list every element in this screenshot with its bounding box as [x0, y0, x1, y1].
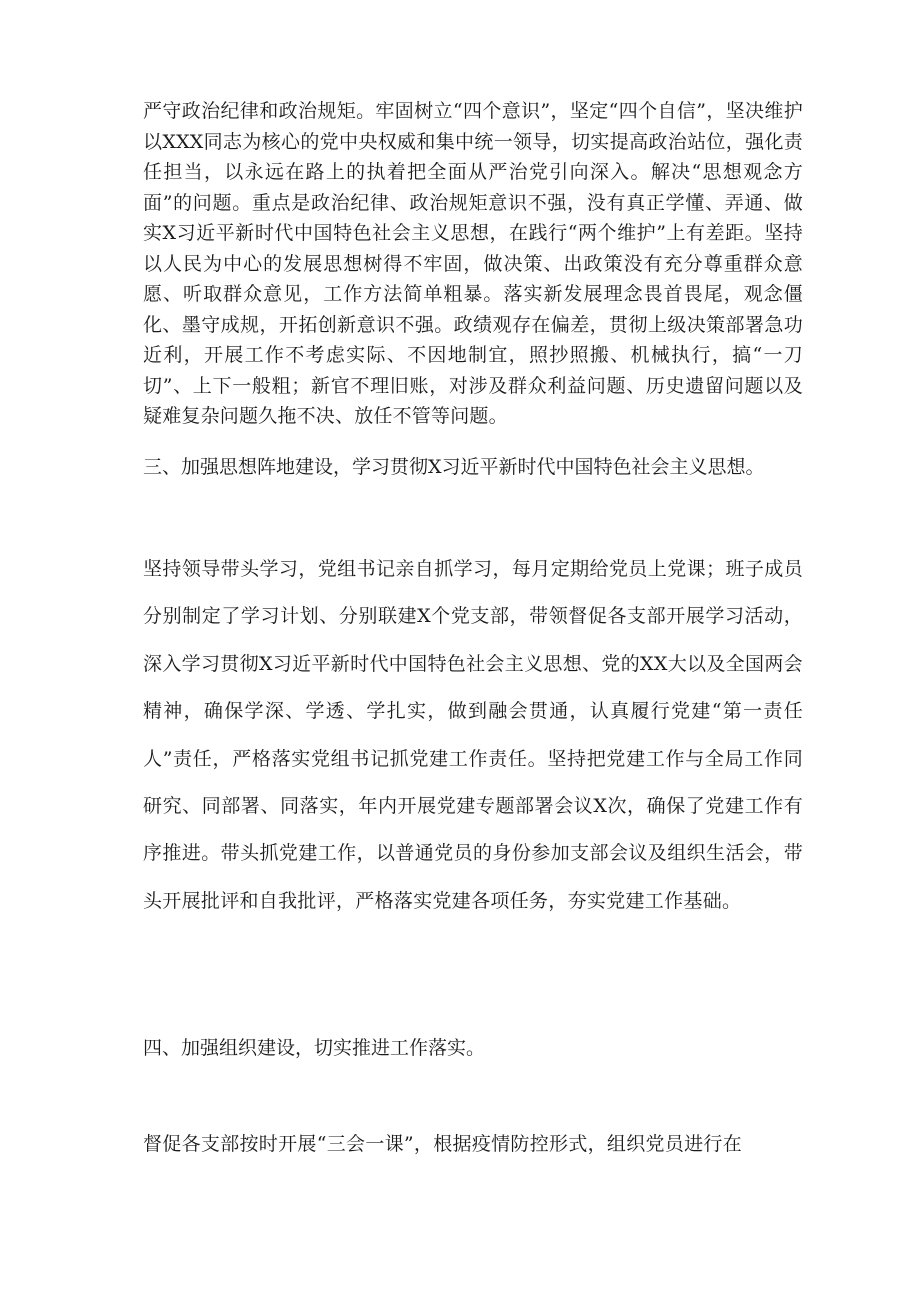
paragraph-branch-meetings: 督促各支部按时开展“三会一课”，根据疫情防控形式，组织党员进行在: [143, 1133, 743, 1155]
heading-section-four: 四、加强组织建设，切实推进工作落实。: [143, 1037, 486, 1059]
heading-section-three: 三、加强思想阵地建设，学习贯彻X习近平新时代中国特色社会主义思想。: [143, 456, 765, 478]
paragraph-leadership-study: 坚持领导带头学习，党组书记亲自抓学习，每月定期给党员上党课；班子成员分别制定了学习计划、分别联建X个党支部，带领督促各支部开展学习活动，深入学习贯彻X习近平新时代中国特色社会主义思想、党的XX大以及全国两会精神，确保学深、学透、学扎实，做到融会贯通，认真履行党建“第一责任人”责任，严格落实党组书记抓党建工作责任。坚持把党建工作与全局工作同研究、同部署、同落实，年内开展党建专题部署会议X次，确保了党建工作有序推进。带头抓党建工作，以普通党员的身份参加支部会议及组织生活会，带头开展批评和自我批评，严格落实党建各项任务，夯实党建工作基础。: [143, 558, 803, 912]
paragraph-political-discipline: 严守政治纪律和政治规矩。牢固树立“四个意识”，坚定“四个自信”，坚决维护以XXX同志为核心的党中央权威和集中统一领导，切实提高政治站位，强化责任担当，以永远在路上的执着把全面从严治党引向深入。解决“思想观念方面”的问题。重点是政治纪律、政治规矩意识不强，没有真正学懂、弄通、做实X习近平新时代中国特色社会主义思想，在践行“两个维护”上有差距。坚持以人民为中心的发展思想树得不牢固，做决策、出政策没有充分尊重群众意愿、听取群众意见，工作方法简单粗暴。落实新发展理念畏首畏尾，观念僵化、墨守成规，开拓创新意识不强。政绩观存在偏差，贯彻上级决策部署急功近利，开展工作不考虑实际、不因地制宜，照抄照搬、机械执行，搞“一刀切”、上下一般粗；新官不理旧账，对涉及群众利益问题、历史遗留问题以及疑难复杂问题久拖不决、放任不管等问题。: [143, 100, 803, 427]
